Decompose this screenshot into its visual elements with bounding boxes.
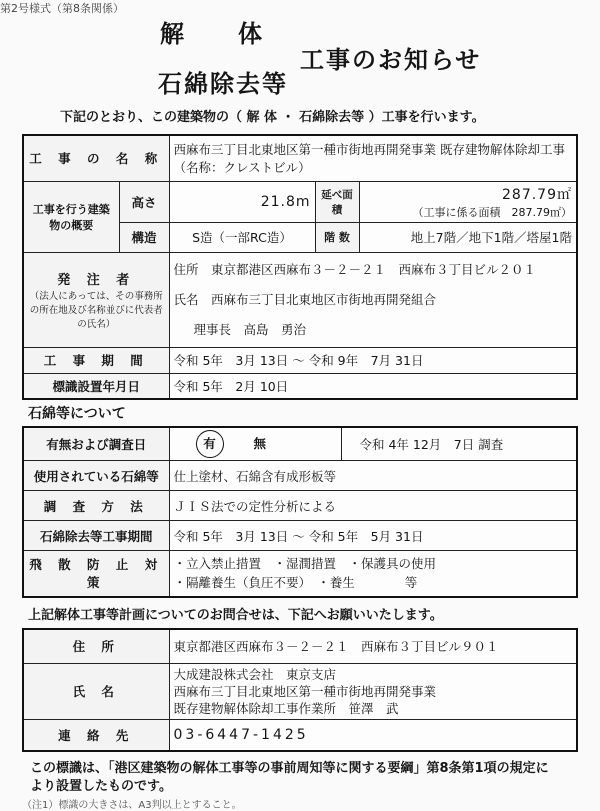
title-notice: 工事のお知らせ — [300, 46, 482, 74]
work-area-note: （工事に係る面積 287.79㎡） — [412, 205, 572, 219]
height-label: 高さ — [119, 181, 169, 222]
floor-area-label: 延べ面積 — [315, 181, 359, 222]
footnote: （注1）標識の大きさは、A3判以上とすること。 — [22, 800, 242, 811]
prevention-line-1: ・立入禁止措置 ・湿潤措置 ・保護具の使用 — [173, 556, 437, 572]
presence-no: 無 — [253, 436, 266, 451]
contact-name-line-2: 西麻布三丁目北東地区第一種市街地再開発事業 — [173, 683, 437, 699]
floors-label: 階 数 — [315, 222, 359, 252]
survey-date: 令和 4年 12月 7日 調査 — [341, 427, 577, 461]
project-name-value: 西麻布三丁目北東地区第一種市街地再開発事業 既存建物解体除却工事（名称：クレストビル） — [169, 135, 577, 181]
prevention-label: 飛 散 防 止 対 策 — [23, 551, 169, 597]
form-number: 第2号様式（第8条関係） — [0, 2, 124, 15]
intro-text: 下記のとおり、この建築物の（ 解 体 ・ 石綿除去等 ）工事を行います。 — [60, 110, 485, 125]
structure-label: 構造 — [119, 222, 169, 252]
client-address: 住所 東京都港区西麻布３－２－２１ 西麻布３丁目ビル２０１ — [173, 261, 537, 277]
footer-note-line-2: より設置したものです。 — [30, 779, 172, 794]
period-value: 令和 5年 3月 13日 ～ 令和 9年 7月 31日 — [169, 347, 577, 373]
client-representative: 理事長 高島 勇治 — [193, 321, 307, 337]
height-value: 21.8m — [169, 181, 315, 222]
floors-value: 地上7階／地下1階／塔屋1階 — [359, 222, 577, 252]
prevention-line-2: ・隔離養生（負圧不要） ・養生 等 — [173, 575, 418, 591]
client-label: 発 注 者 — [57, 273, 136, 288]
contact-address-label: 住 所 — [23, 629, 169, 663]
sign-date-value: 令和 5年 2月 10日 — [169, 373, 577, 399]
asbestos-table — [22, 426, 578, 598]
footer-note-line-1: この標識は、「港区建築物の解体工事等の事前周知等に関する要綱」第8条第1項の規定に — [30, 761, 549, 776]
contact-name-label: 氏 名 — [23, 663, 169, 719]
client-name: 氏名 西麻布三丁目北東地区市街地再開発組合 — [173, 291, 437, 307]
client-note: （法人にあっては、その事務所の所在地及び名称並びに代表者の氏名） — [29, 291, 163, 330]
contact-table — [22, 628, 578, 752]
asbestos-section-title: 石綿等について — [28, 406, 126, 422]
contact-name-line-1: 大成建設株式会社 東京支店 — [173, 666, 337, 682]
period-label: 工 事 期 間 — [23, 347, 169, 373]
method-value: ＪＩＳ法での定性分析による — [169, 491, 577, 521]
project-table — [22, 134, 578, 400]
title-demolition: 解 体 — [160, 20, 264, 48]
presence-yes-circled: 有 — [196, 430, 224, 458]
sign-date-label: 標識設置年月日 — [23, 373, 169, 399]
overview-label: 工事を行う建築物の概要 — [23, 181, 119, 252]
contact-intro: 上記解体工事等計画についてのお問合せは、下記へお願いいたします。 — [28, 608, 443, 623]
removal-period-value: 令和 5年 3月 13日 ～ 令和 5年 5月 31日 — [169, 521, 577, 551]
materials-value: 仕上塗材、石綿含有成形板等 — [169, 461, 577, 491]
floor-area-value: 287.79㎡ — [502, 186, 572, 203]
contact-name-line-3: 既存建物解体除却工事作業所 笹澤 武 — [173, 700, 399, 716]
project-name-label: 工 事 の 名 称 — [23, 135, 169, 181]
contact-address-value: 東京都港区西麻布３－２－２１ 西麻布３丁目ビル９０１ — [169, 629, 577, 663]
contact-phone-label: 連 絡 先 — [23, 719, 169, 751]
materials-label: 使用されている石綿等 — [23, 461, 169, 491]
structure-value: S造（一部RC造） — [169, 222, 315, 252]
method-label: 調 査 方 法 — [23, 491, 169, 521]
contact-phone-value: 03-6447-1425 — [169, 719, 577, 751]
removal-period-label: 石綿除去等工事期間 — [23, 521, 169, 551]
presence-label: 有無および調査日 — [23, 427, 169, 461]
title-asbestos: 石綿除去等 — [158, 70, 288, 98]
